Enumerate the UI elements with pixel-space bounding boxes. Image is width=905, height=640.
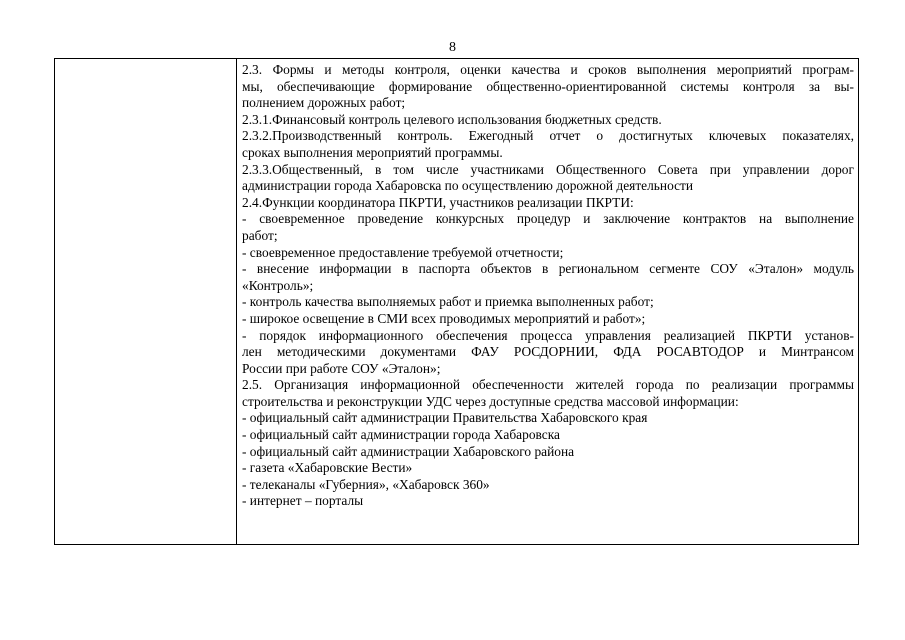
text-line: России при работе СОУ «Эталон»; — [242, 360, 441, 376]
text-line: полнением дорожных работ; — [242, 95, 406, 111]
text-line: 2.3.3.Общественный, в том числе участниками Общественного Совета при управлении дорог — [242, 161, 854, 177]
text-line: - интернет – порталы — [242, 493, 364, 509]
text-line: - газета «Хабаровские Вести» — [242, 460, 413, 476]
page-number: 8 — [449, 40, 456, 55]
text-line: - широкое освещение в СМИ всех проводимых мероприятий и работ»; — [242, 310, 646, 326]
text-line: - контроль качества выполняемых работ и приемка выполненных работ; — [242, 294, 654, 310]
text-line: - своевременное предоставление требуемой отчетности; — [242, 244, 564, 260]
content-table — [54, 58, 859, 545]
text-line: 2.3.1.Финансовый контроль целевого использования бюджетных средств. — [242, 111, 662, 127]
text-line: - официальный сайт администрации Правительства Хабаровского края — [242, 410, 648, 426]
table-right-cell — [237, 59, 858, 544]
table-left-cell — [55, 59, 237, 544]
text-line: лен методическими документами ФАУ РОСДОРНИИ, ФДА РОСАВТОДОР и Минтрансом — [242, 344, 854, 360]
text-line: - внесение информации в паспорта объектов в региональном сегменте СОУ «Эталон» модуль — [242, 261, 854, 277]
text-line: 2.4.Функции координатора ПКРТИ, участников реализации ПКРТИ: — [242, 194, 634, 210]
text-line: строительства и реконструкции УДС через доступные средства массовой информации: — [242, 393, 739, 409]
text-line: сроках выполнения мероприятий программы. — [242, 144, 503, 160]
text-line: 2.5. Организация информационной обеспеченности жителей города по реализации программы — [242, 377, 854, 393]
text-line: - официальный сайт администрации Хабаровского района — [242, 443, 575, 459]
text-line: мы, обеспечивающие формирование общественно-ориентированной системы контроля за вы- — [242, 78, 854, 94]
text-line: 2.3.2.Производственный контроль. Ежегодный отчет о достигнутых ключевых показателях, — [242, 128, 854, 144]
text-line: «Контроль»; — [242, 277, 314, 293]
text-line: администрации города Хабаровска по осуществлению дорожной деятельности — [242, 178, 694, 194]
text-line: работ; — [242, 227, 278, 243]
text-line: - официальный сайт администрации города Хабаровска — [242, 427, 560, 443]
text-line: - порядок информационного обеспечения процесса управления реализацией ПКРТИ установ- — [242, 327, 854, 343]
text-line: - своевременное проведение конкурсных процедур и заключение контрактов на выполнение — [242, 211, 854, 227]
text-line: - телеканалы «Губерния», «Хабаровск 360» — [242, 476, 490, 492]
text-line: 2.3. Формы и методы контроля, оценки качества и сроков выполнения мероприятий програм- — [242, 62, 854, 77]
